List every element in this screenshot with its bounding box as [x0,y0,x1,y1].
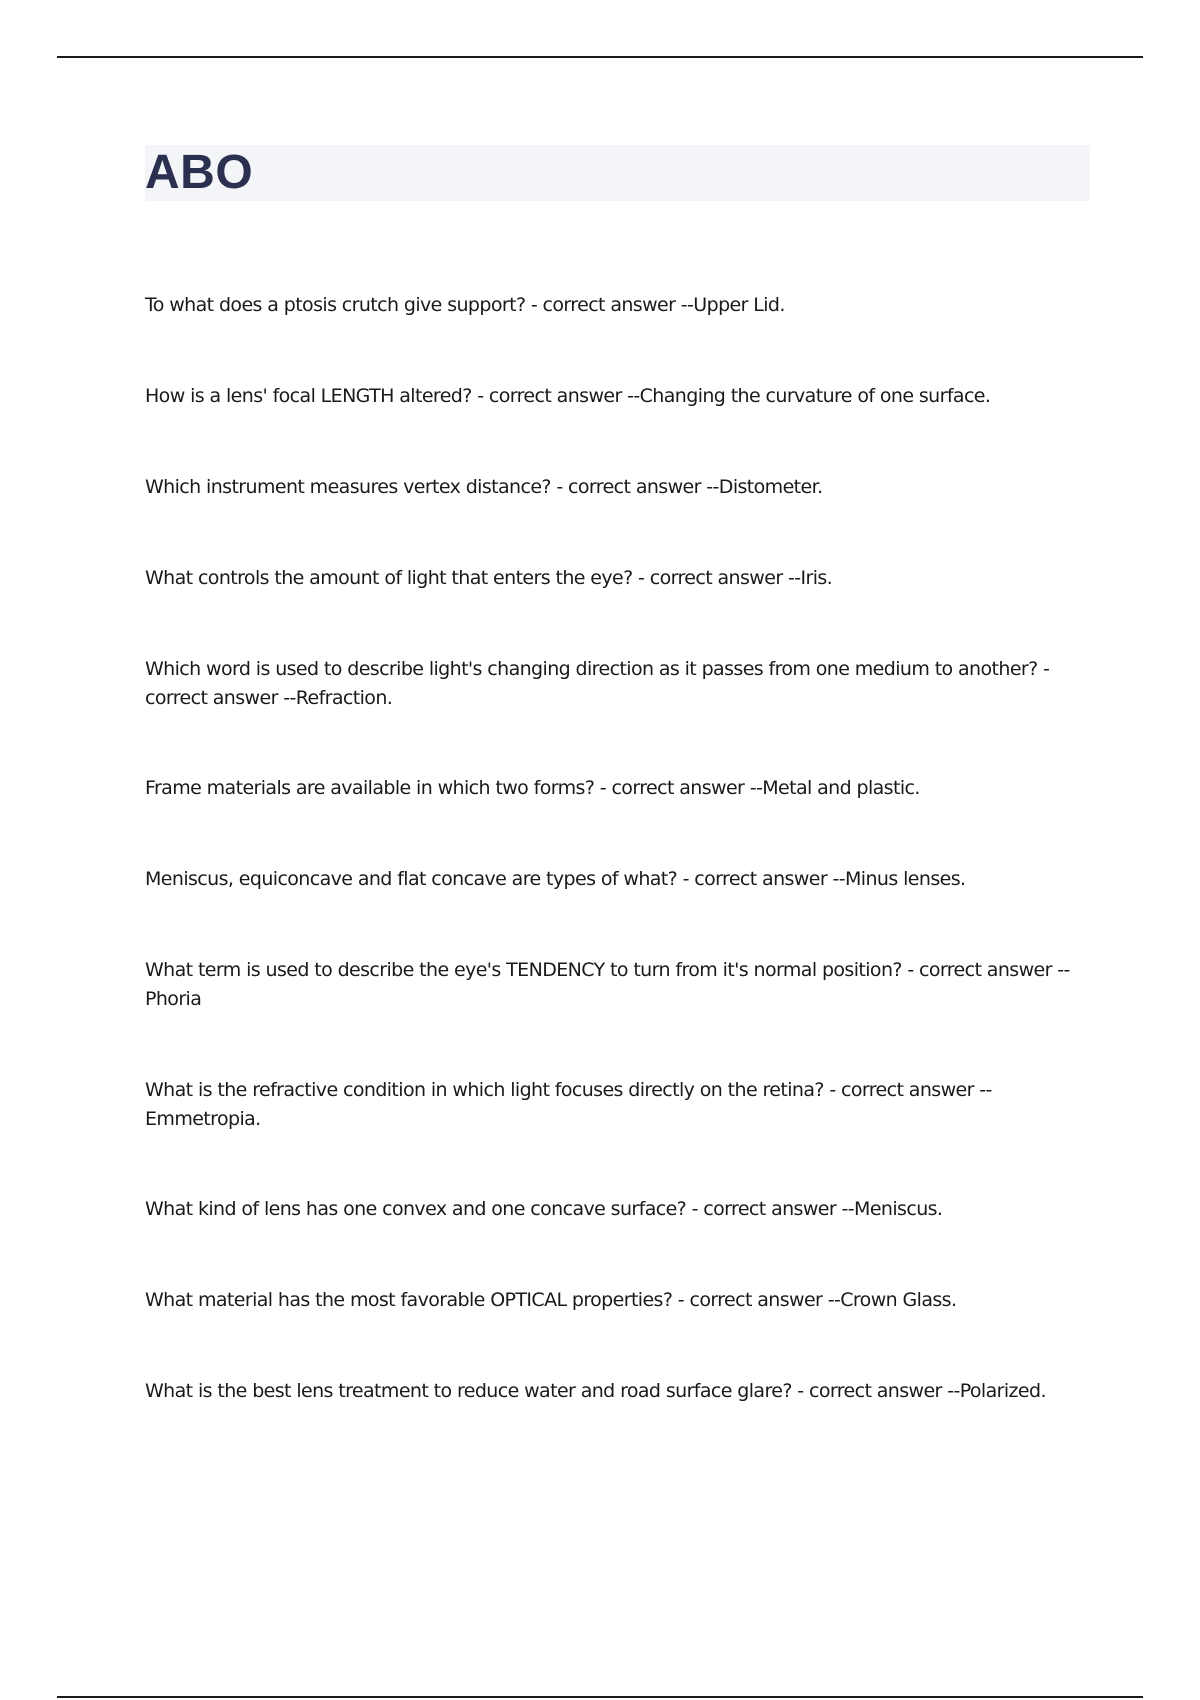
qa-item: What term is used to describe the eye's TENDENCY to turn from it's normal position? - correct answer --Phoria [145,959,1070,1010]
qa-item: Frame materials are available in which two forms? - correct answer --Metal and plastic. [145,777,920,799]
qa-item: Which instrument measures vertex distance? - correct answer --Distometer. [145,476,823,498]
qa-item: Which word is used to describe light's changing direction as it passes from one medium to another? - correct answer --Refraction. [145,658,1050,709]
document-title: ABO [145,146,254,199]
qa-item: Meniscus, equiconcave and flat concave are types of what? - correct answer --Minus lenses. [145,868,966,890]
qa-item: What controls the amount of light that enters the eye? - correct answer --Iris. [145,567,833,589]
qa-item: What is the best lens treatment to reduce water and road surface glare? - correct answer --Polarized. [145,1380,1046,1402]
footer-rule [57,1696,1143,1698]
title-band [145,145,1090,201]
qa-item: To what does a ptosis crutch give support? - correct answer --Upper Lid. [145,294,785,316]
qa-item: What material has the most favorable OPTICAL properties? - correct answer --Crown Glass. [145,1289,957,1311]
qa-item: What is the refractive condition in which light focuses directly on the retina? - correct answer --Emmetropia. [145,1079,992,1130]
qa-item: How is a lens' focal LENGTH altered? - correct answer --Changing the curvature of one surface. [145,385,991,407]
header-rule [57,56,1143,58]
qa-item: What kind of lens has one convex and one concave surface? - correct answer --Meniscus. [145,1198,943,1220]
